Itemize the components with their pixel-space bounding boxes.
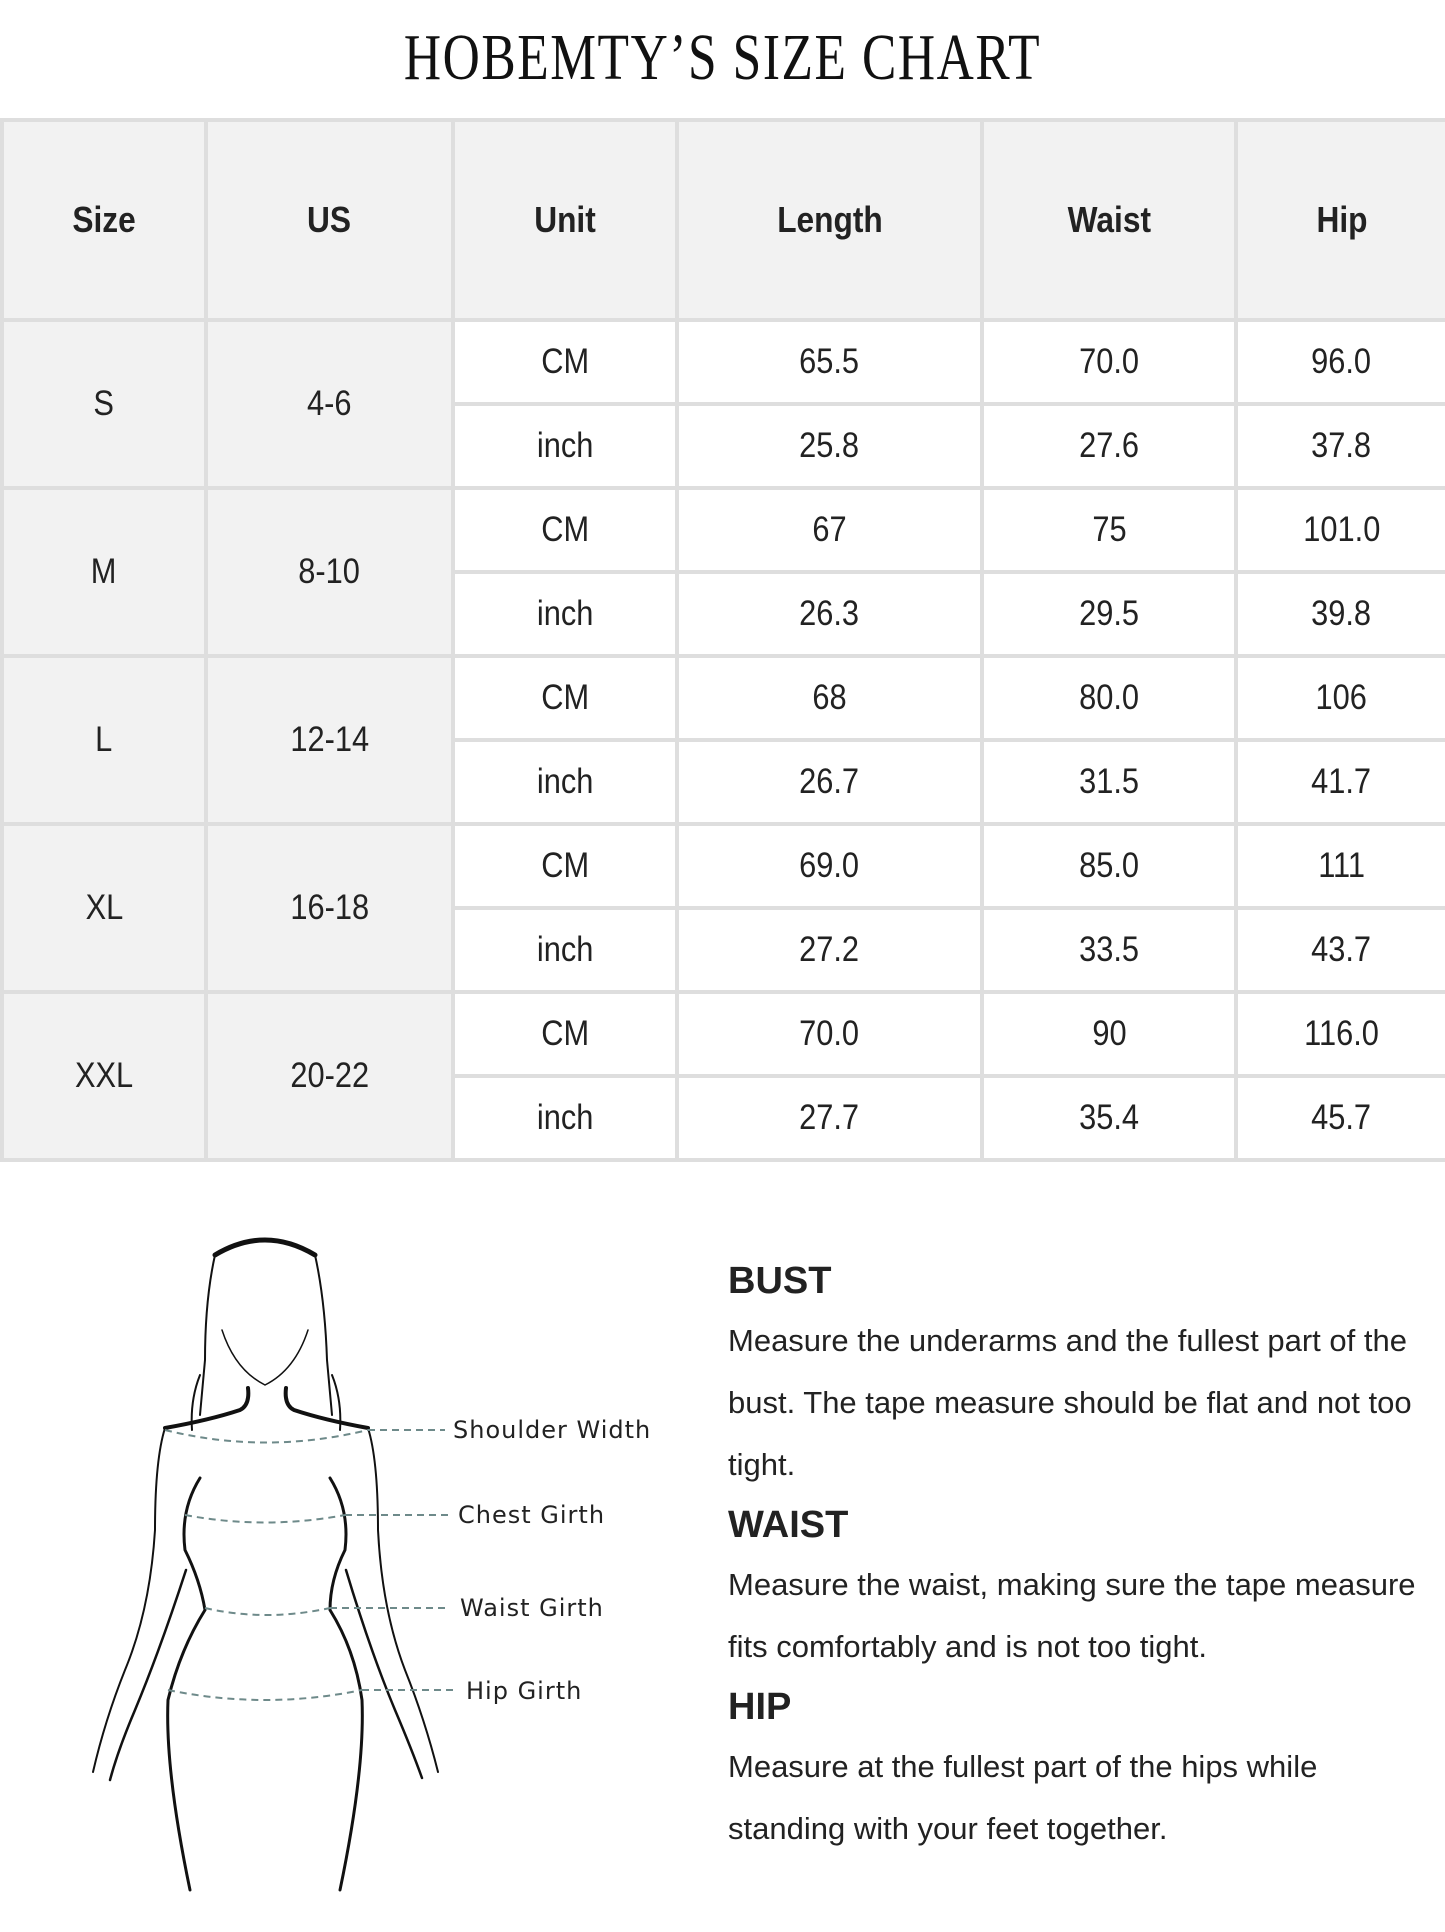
waist-cell: 80.0 [982, 656, 1236, 740]
waist-girth-label: Waist Girth [460, 1594, 604, 1622]
header-size: Size [2, 120, 206, 320]
header-unit: Unit [453, 120, 677, 320]
length-cell: 25.8 [677, 404, 982, 488]
size-cell: XXL [2, 992, 206, 1160]
us-size-cell: 20-22 [206, 992, 453, 1160]
length-cell: 26.7 [677, 740, 982, 824]
table-row [2, 656, 1445, 740]
size-cell: S [2, 320, 206, 488]
waist-cell: 33.5 [982, 908, 1236, 992]
hip-cell: 111 [1236, 824, 1445, 908]
bust-text: Measure the underarms and the fullest part of the bust. The tape measure should be flat and not too tight. [728, 1323, 1412, 1482]
waist-heading: WAIST [728, 1504, 849, 1546]
size-chart-table [0, 118, 1445, 1162]
waist-cell: 70.0 [982, 320, 1236, 404]
unit-cell: CM [453, 488, 677, 572]
unit-cell: inch [453, 908, 677, 992]
length-cell: 65.5 [677, 320, 982, 404]
unit-cell: CM [453, 992, 677, 1076]
waist-cell: 85.0 [982, 824, 1236, 908]
waist-cell: 90 [982, 992, 1236, 1076]
unit-cell: CM [453, 824, 677, 908]
table-header-row [2, 120, 1445, 320]
waist-cell: 35.4 [982, 1076, 1236, 1160]
hip-cell: 96.0 [1236, 320, 1445, 404]
waist-cell: 75 [982, 488, 1236, 572]
length-cell: 68 [677, 656, 982, 740]
body-measurement-figure [0, 1210, 700, 1927]
header-length: Length [677, 120, 982, 320]
hip-heading: HIP [728, 1686, 792, 1728]
chest-girth-label: Chest Girth [458, 1501, 606, 1529]
waist-cell: 27.6 [982, 404, 1236, 488]
unit-cell: inch [453, 1076, 677, 1160]
size-cell: M [2, 488, 206, 656]
us-size-cell: 16-18 [206, 824, 453, 992]
hip-cell: 41.7 [1236, 740, 1445, 824]
bust-heading: BUST [728, 1260, 832, 1302]
hip-girth-label: Hip Girth [466, 1677, 583, 1705]
size-cell: XL [2, 824, 206, 992]
us-size-cell: 8-10 [206, 488, 453, 656]
waist-text: Measure the waist, making sure the tape measure fits comfortably and is not too tight. [728, 1567, 1416, 1664]
measurement-guide [728, 1252, 1438, 1860]
header-us: US [206, 120, 453, 320]
size-cell: L [2, 656, 206, 824]
hip-cell: 106 [1236, 656, 1445, 740]
table-row [2, 488, 1445, 572]
length-cell: 27.2 [677, 908, 982, 992]
length-cell: 70.0 [677, 992, 982, 1076]
hip-text: Measure at the fullest part of the hips while standing with your feet together. [728, 1749, 1318, 1846]
hip-cell: 43.7 [1236, 908, 1445, 992]
unit-cell: inch [453, 404, 677, 488]
unit-cell: CM [453, 656, 677, 740]
unit-cell: inch [453, 572, 677, 656]
hip-cell: 39.8 [1236, 572, 1445, 656]
table-row [2, 992, 1445, 1076]
hip-cell: 37.8 [1236, 404, 1445, 488]
hip-cell: 45.7 [1236, 1076, 1445, 1160]
hip-cell: 101.0 [1236, 488, 1445, 572]
length-cell: 26.3 [677, 572, 982, 656]
waist-cell: 29.5 [982, 572, 1236, 656]
waist-cell: 31.5 [982, 740, 1236, 824]
table-row [2, 824, 1445, 908]
unit-cell: CM [453, 320, 677, 404]
table-row [2, 320, 1445, 404]
shoulder-width-label: Shoulder Width [453, 1416, 652, 1444]
length-cell: 27.7 [677, 1076, 982, 1160]
us-size-cell: 4-6 [206, 320, 453, 488]
header-hip: Hip [1236, 120, 1445, 320]
page-title: HOBEMTY’S SIZE CHART [403, 21, 1042, 94]
hip-cell: 116.0 [1236, 992, 1445, 1076]
body-silhouette-icon [0, 1210, 700, 1927]
length-cell: 69.0 [677, 824, 982, 908]
header-waist: Waist [982, 120, 1236, 320]
unit-cell: inch [453, 740, 677, 824]
length-cell: 67 [677, 488, 982, 572]
us-size-cell: 12-14 [206, 656, 453, 824]
